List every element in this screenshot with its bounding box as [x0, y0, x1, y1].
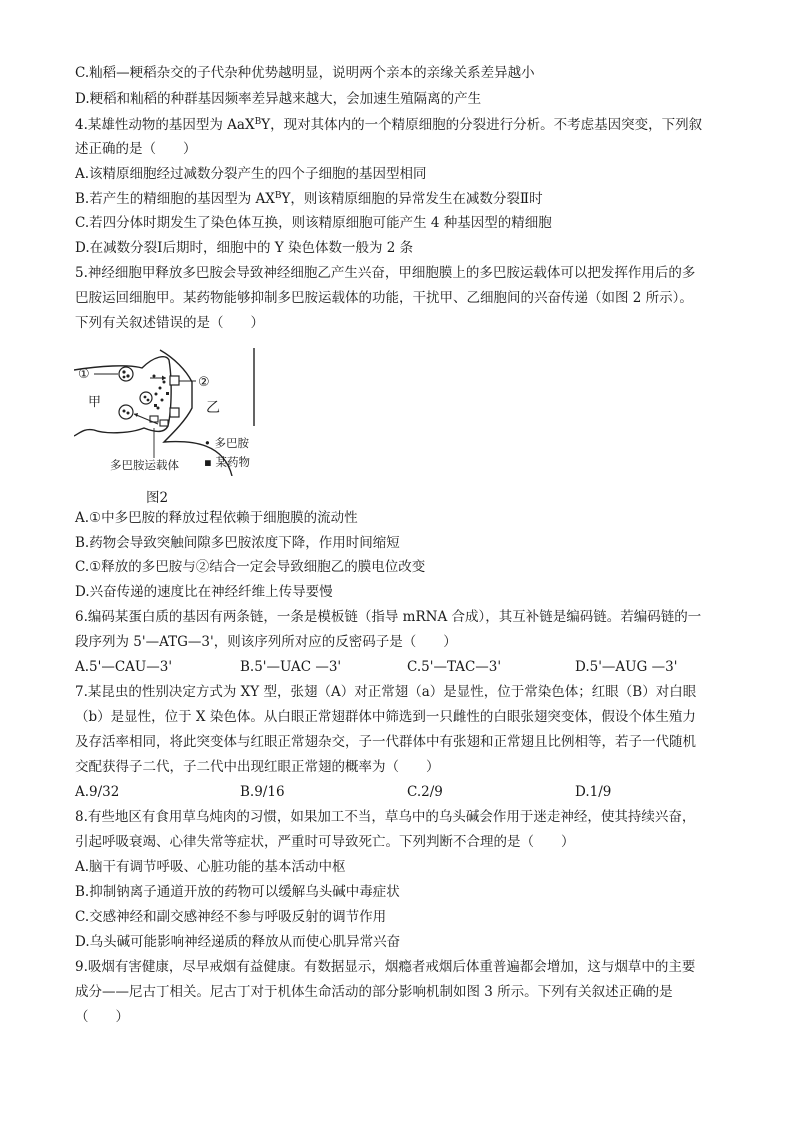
- q9-stem-line1: 9.吸烟有害健康，尽早戒烟有益健康。有数据显示，烟瘾者戒烟后体重普遍都会增加，这与烟草中的主要: [75, 959, 696, 975]
- q8-option-d: D.乌头碱可能影响神经递质的释放从而使心肌异常兴奋: [75, 934, 401, 950]
- figure-label-2: ②: [198, 375, 210, 390]
- q5-option-a: A.①中多巴胺的释放过程依赖于细胞膜的流动性: [75, 510, 358, 526]
- q3-option-d: D.粳稻和籼稻的种群基因频率差异越来越大，会加速生殖隔离的产生: [75, 91, 482, 107]
- q7-stem-line1: 7.某昆虫的性别决定方式为 XY 型，张翅（A）对正常翅（a）是显性，位于常染色体；红眼（B）对白眼: [75, 684, 697, 700]
- q7-stem-line3: 及存活率相同，将此突变体与红眼正常翅杂交，子一代群体中有张翅和正常翅且比例相等，若子一代随机: [75, 734, 696, 750]
- q7-stem-line2: （b）是显性，位于 X 染色体。从白眼正常翅群体中筛选到一只雌性的白眼张翅突变体，假设个体生殖力: [75, 709, 696, 725]
- synapse-diagram: [74, 348, 266, 476]
- q4-option-c: C.若四分体时期发生了染色体互换，则该精原细胞可能产生 4 种基因型的精细胞: [75, 215, 552, 231]
- q5-stem-line2: 巴胺运回细胞甲。某药物能够抑制多巴胺运载体的功能，干扰甲、乙细胞间的兴奋传递（如图 2 所示）。: [75, 290, 693, 306]
- q4-stem-line1: 4.某雄性动物的基因型为 AaX$^B$Y，现对其体内的一个精原细胞的分裂进行分析。不考虑基因突变，下列叙: [75, 117, 703, 133]
- q4-option-a: A.该精原细胞经过减数分裂产生的四个子细胞的基因型相同: [75, 166, 427, 182]
- q7-option-a: A.9/32: [75, 784, 120, 800]
- q5-option-b: B.药物会导致突触间隙多巴胺浓度下降，作用时间缩短: [75, 535, 400, 551]
- q6-option-b: B.5'—UAC —3': [240, 659, 342, 675]
- figure-legend-drug: ▪ 某药物: [204, 455, 250, 469]
- q4-stem-line2: 述正确的是（ ）: [75, 141, 197, 157]
- q8-option-c: C.交感神经和副交感神经不参与呼吸反射的调节作用: [75, 909, 387, 925]
- q7-option-d: D.1/9: [575, 784, 612, 800]
- q8-option-b: B.抑制钠离子通道开放的药物可以缓解乌头碱中毒症状: [75, 884, 400, 900]
- q3-option-c: C.籼稻—粳稻杂交的子代杂种优势越明显，说明两个亲本的亲缘关系差异越小: [75, 65, 535, 81]
- q4-option-d: D.在减数分裂Ⅰ后期时，细胞中的 Y 染色体数一般为 2 条: [75, 240, 414, 256]
- q6-stem-line1: 6.编码某蛋白质的基因有两条链，一条是模板链（指导 mRNA 合成），其互补链是编码链。若编码链的一: [75, 609, 702, 625]
- q6-stem-line2: 段序列为 5'—ATG—3'，则该序列所对应的反密码子是（ ）: [75, 634, 457, 650]
- q5-stem-line1: 5.神经细胞甲释放多巴胺会导致神经细胞乙产生兴奋，甲细胞膜上的多巴胺运载体可以把发挥作用后的多: [75, 265, 696, 281]
- q8-option-a: A.脑干有调节呼吸、心脏功能的基本活动中枢: [75, 859, 346, 875]
- q8-stem-line1: 8.有些地区有食用草乌炖肉的习惯，如果加工不当，草乌中的乌头碱会作用于迷走神经，使其持续兴奋，: [75, 809, 696, 825]
- q8-stem-line2: 引起呼吸衰竭、心律失常等症状，严重时可导致死亡。下列判断不合理的是（ ）: [75, 834, 575, 850]
- q5-option-c: C.①释放的多巴胺与②结合一定会导致细胞乙的膜电位改变: [75, 559, 426, 575]
- q9-stem-line3: （ ）: [75, 1009, 129, 1025]
- q7-option-b: B.9/16: [240, 784, 285, 800]
- q9-stem-line2: 成分——尼古丁相关。尼古丁对于机体生命活动的部分影响机制如图 3 所示。下列有关叙述正确的是: [75, 984, 673, 1000]
- q6-option-a: A.5'—CAU—3': [75, 659, 173, 675]
- figure-caption: 图2: [146, 490, 169, 506]
- q6-option-c: C.5'—TAC—3': [407, 659, 502, 675]
- q4-option-b: B.若产生的精细胞的基因型为 $AX^BY$，则该精原细胞的异常发生在减数分裂Ⅱ时: [75, 191, 543, 207]
- figure-label-1: ①: [78, 367, 90, 382]
- figure-legend-dopamine: • 多巴胺: [204, 436, 249, 450]
- q7-stem-line4: 交配获得子二代，子二代中出现红眼正常翅的概率为（ ）: [75, 759, 440, 775]
- figure-label-yi: 乙: [206, 400, 220, 416]
- q7-option-c: C.2/9: [407, 784, 443, 800]
- figure-label-transporter: 多巴胺运载体: [110, 458, 179, 472]
- q6-option-d: D.5'—AUG —3': [575, 659, 678, 675]
- q5-option-d: D.兴奋传递的速度比在神经纤维上传导要慢: [75, 584, 333, 600]
- q5-stem-line3: 下列有关叙述错误的是（ ）: [75, 315, 264, 331]
- figure-label-jia: 甲: [88, 395, 102, 410]
